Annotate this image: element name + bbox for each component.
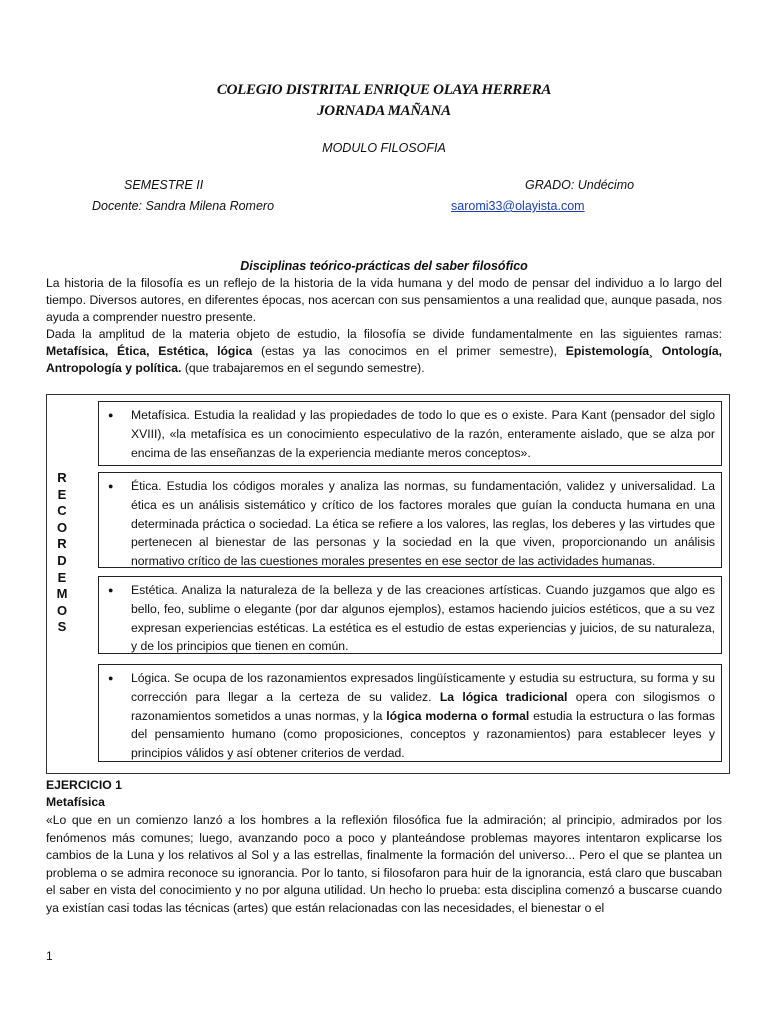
recordemos-letter: O	[56, 602, 68, 618]
bullet-icon: ●	[108, 410, 114, 420]
recordemos-letter: C	[57, 503, 67, 519]
ethics-text: Ética. Estudia los códigos morales y analiza las normas, su fundamentación, validez y universalidad. La ética es un análisis sistemático y crítico de los factores morales que guían la conducta humana en una determinada práctica o sociedad. La ética se refiere a los valores, las reglas, los deberes y las virtudes que pertenecen al bienestar de las personas y la sociedad en la que viven, proporcionando un análisis normativo crítico de las cuestiones morales presentes en ese sector de las actividades humanas.	[131, 479, 715, 569]
bullet-icon: ●	[108, 585, 114, 595]
school-name: COLEGIO DISTRITAL ENRIQUE OLAYA HERRERA	[216, 82, 552, 98]
school-shift: JORNADA MAÑANA	[317, 103, 451, 119]
branches-second: Epistemología¸ Ontología, Antropología y política.	[46, 343, 723, 375]
logic-modern: lógica moderna o formal	[386, 708, 530, 723]
branches-paragraph	[46, 326, 722, 376]
teacher-label: Docente: Sandra Milena Romero	[92, 199, 275, 213]
document-header	[0, 80, 768, 122]
logic-text-3: estudia la estructura o las formas del pensamiento humano (como proposiciones, conceptos y razonamientos) para establecer leyes y principios válidos y así obtener criterios de verdad.	[131, 708, 715, 761]
exercise-topic: Metafísica	[46, 795, 105, 809]
exercise-quote: «Lo que en un comienzo lanzó a los hombres a la reflexión filosófica fue la admiración; al principio, admirados por los fenómenos más comunes; luego, avanzando poco a poco y planteándose problemas mayores intentaron explicarse los cambios de la Luna y los relativos al Sol y a las estrellas, finalmente la formación del universo... Pero el que se plantea un problema o se admira reconoce su ignorancia. Por lo tanto, si filosofaron para huir de la ignorancia, está claro que buscaban el saber en vista del conocimiento y no por alguna utilidad. Un hecho lo prueba: esta disciplina comenzó a buscarse cuando ya existían casi todas las técnicas (artes) que están relacionadas con las necesidades, el bienestar o el	[46, 813, 722, 915]
recordemos-letter: O	[56, 519, 68, 535]
intro-paragraph: La historia de la filosofía es un reflejo de la historia de la vida humana y del modo de pensar del individuo a lo largo del tiempo. Diversos autores, en diferentes épocas, nos acercan con sus pensamientos a una realidad que, aunque pasada, nos ayuda a comprender nuestro presente.	[46, 276, 722, 324]
ethics-box	[98, 472, 722, 568]
recordemos-letter: M	[56, 586, 68, 602]
recordemos-letter: R	[57, 536, 67, 552]
section-title: Disciplinas teórico-prácticas del saber filosófico	[240, 259, 528, 273]
logic-traditional: La lógica tradicional	[439, 689, 568, 704]
recordemos-vertical-label	[51, 470, 73, 636]
bullet-icon: ●	[108, 673, 114, 683]
module-title: MODULO FILOSOFIA	[322, 141, 446, 155]
aesthetics-box	[98, 576, 722, 654]
logic-box	[98, 664, 722, 762]
recordemos-letter: S	[57, 619, 67, 635]
recordemos-letter: D	[57, 552, 67, 568]
branches-first-note: (estas ya las conocimos en el primer semestre),	[261, 343, 557, 358]
logic-text-1: Lógica. Se ocupa de los razonamientos expresados lingüísticamente y estudia su estructura, su forma y su corrección para llegar a la certeza de su validez.	[131, 671, 715, 704]
metaphysics-box	[98, 401, 722, 466]
logic-text-2: opera con silogismos o razonamientos sometidos a unas normas, y la	[131, 689, 716, 723]
grade-label: GRADO: Undécimo	[525, 178, 635, 192]
branches-first: Metafísica, Ética, Estética, lógica	[46, 343, 253, 358]
bullet-icon: ●	[108, 481, 114, 491]
recordemos-letter: E	[57, 486, 67, 502]
aesthetics-text: Estética. Analiza la naturaleza de la belleza y de las creaciones artísticas. Cuando juzgamos que algo es bello, feo, sublime o elegante (por dar algunos ejemplos), estamos haciendo juicios estéticos, que a su vez expresan experiencias estéticas. La estética es el estudio de estas experiencias y juicios, de su naturaleza, y de los principios que tienen en común.	[131, 583, 715, 654]
metaphysics-text: Metafísica. Estudia la realidad y las propiedades de todo lo que es o existe. Para Kant (pensador del siglo XVIII), «la metafísica es un conocimiento especulativo de la razón, enteramente aislado, que se alza por encima de las enseñanzas de la experiencia mediante meros conceptos».	[131, 408, 715, 460]
recordemos-letter: R	[57, 470, 67, 485]
teacher-email-link[interactable]: saromi33@olayista.com	[451, 199, 585, 213]
exercise-label: EJERCICIO 1	[46, 778, 122, 792]
semester-label: SEMESTRE II	[124, 178, 204, 192]
page-number: 1	[46, 949, 53, 963]
branches-second-note: (que trabajaremos en el segundo semestre).	[184, 360, 425, 375]
branches-lead: Dada la amplitud de la materia objeto de estudio, la filosofía se divide fundamentalmente en las siguientes ramas:	[46, 327, 722, 341]
recordemos-letter: E	[57, 569, 67, 585]
